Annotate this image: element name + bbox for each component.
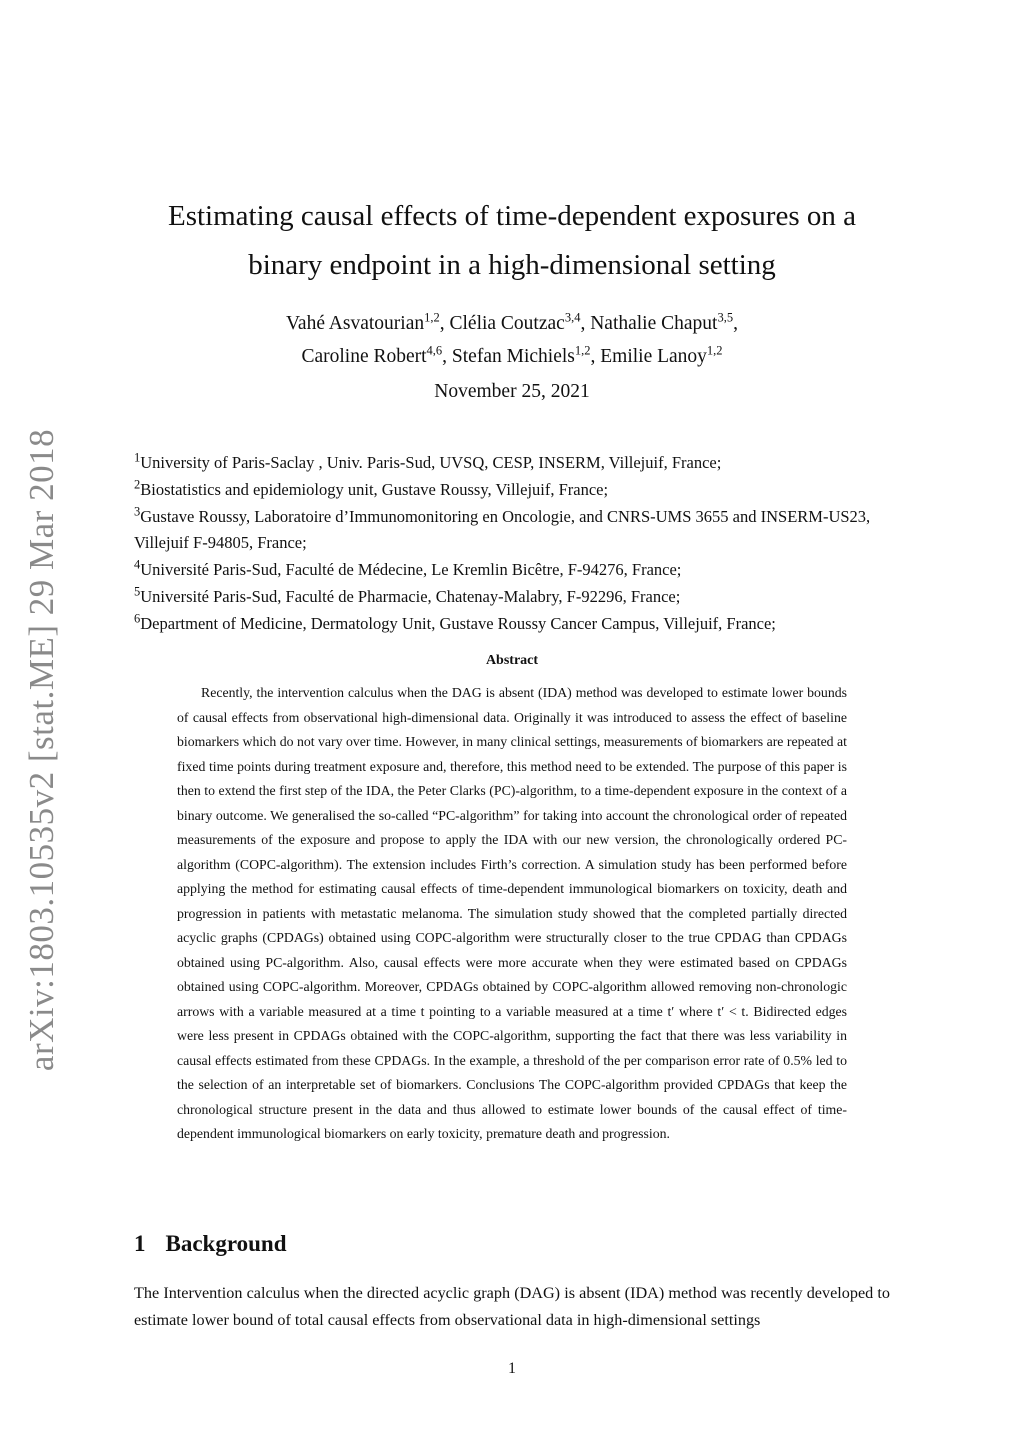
affiliation <box>134 584 894 611</box>
author-affil-marker: 4,6 <box>426 343 443 358</box>
author: Clélia Coutzac$^{3,4}$, <box>449 310 591 334</box>
affiliation <box>134 450 894 477</box>
author-list <box>130 307 894 373</box>
author <box>600 343 723 367</box>
author-name: Vahé Asvatourian <box>286 313 425 334</box>
author: Stefan Michiels$^{1,2}$, <box>451 343 601 367</box>
author-name: Caroline Robert <box>301 346 427 367</box>
affiliation-text: Université Paris-Sud, Faculté de Pharmacie, Chatenay-Malabry, F-92296, France; <box>140 586 681 606</box>
affiliation-number: 5 <box>134 584 141 599</box>
author: Vahé Asvatourian$^{1,2}$, <box>286 310 450 334</box>
affiliation <box>134 557 894 584</box>
section-heading <box>134 1231 287 1257</box>
section-body-text: The Intervention calculus when the directed acyclic graph (DAG) is absent (IDA) method was recently developed to estimate lower bound of total causal effects from observational data in high-dimensional settings <box>134 1284 890 1329</box>
paper-title: Estimating causal effects of time-dependent exposures on a binary endpoint in a high-dimensional setting <box>168 200 856 281</box>
affiliation-text: Université Paris-Sud, Faculté de Médecine, Le Kremlin Bicêtre, F-94276, France; <box>140 560 682 580</box>
author-name: Emilie Lanoy <box>600 346 707 367</box>
author-affil-marker: 1,2 <box>574 343 591 358</box>
page-number: 1 <box>508 1360 516 1377</box>
author-affil-marker: 3,4 <box>564 310 581 325</box>
author-affil-marker: 3,5 <box>717 310 734 325</box>
affiliation-text: Biostatistics and epidemiology unit, Gustave Roussy, Villejuif, France; <box>140 479 609 499</box>
author: Caroline Robert$^{4,6}$, <box>301 343 452 367</box>
affiliation-list <box>134 450 894 638</box>
author-name: Nathalie Chaput <box>590 313 718 334</box>
section-title: Background <box>165 1231 287 1256</box>
affiliation-text: Department of Medicine, Dermatology Unit, Gustave Roussy Cancer Campus, Villejuif, France; <box>140 613 776 633</box>
affiliation <box>134 504 894 558</box>
affiliation-text: University of Paris-Saclay , Univ. Paris-Sud, UVSQ, CESP, INSERM, Villejuif, France; <box>140 453 722 472</box>
author: Nathalie Chaput$^{3,5}$, <box>590 310 738 334</box>
affiliation-number: 6 <box>134 611 141 626</box>
section-number: 1 <box>134 1231 146 1256</box>
abstract-text: Recently, the intervention calculus when the DAG is absent (IDA) method was developed to estimate lower bounds of causal effects from observational high-dimensional data. Originally it was introduced to assess the effect of baseline biomarkers which do not vary over time. However, in many clinical settings, measurements of biomarkers are repeated at fixed time points during treatment exposure and, therefore, this method need to be extended. The purpose of this paper is then to extend the first step of the IDA, the Peter Clarks (PC)-algorithm, to a time-dependent exposure in the context of a binary outcome. We generalised the so-called “PC-algorithm” for taking into account the chronological order of repeated measurements of the exposure and propose to apply the IDA with our new version, the chronologically ordered PC-algorithm (COPC-algorithm). The extension includes Firth’s correction. A simulation study has been performed before applying the method for estimating causal effects of time-dependent immunological biomarkers on toxicity, death and progression in patients with metastatic melanoma. The simulation study showed that the completed partially directed acyclic graphs (CPDAGs) obtained using COPC-algorithm were structurally closer to the true CPDAG than CPDAGs obtained using PC-algorithm. Also, causal effects were more accurate when they were estimated based on CPDAGs obtained using COPC-algorithm. Moreover, CPDAGs obtained by COPC-algorithm allowed removing non-chronologic arrows with a variable measured at a time t pointing to a variable measured at a time t′ where t′ < t. Bidirected edges were less present in CPDAGs obtained with the COPC-algorithm, supporting the fact that there was less variability in causal effects estimated from these CPDAGs. In the example, a threshold of the per comparison error rate of 0.5% led to the selection of an interpretable set of biomarkers. Conclusions The COPC-algorithm provided CPDAGs that keep the chronological structure present in the data and thus allowed to estimate lower bounds of the causal effect of time-dependent immunological biomarkers on early toxicity, premature death and progression. <box>177 685 847 1141</box>
affiliation-number: 2 <box>134 477 141 492</box>
affiliation-number: 3 <box>134 504 141 519</box>
affiliation-number: 1 <box>134 450 141 465</box>
abstract-heading: Abstract <box>485 653 539 668</box>
arxiv-stamp: arXiv:1803.10535v2 [stat.ME] 29 Mar 2018 <box>22 428 61 1072</box>
author-affil-marker: 1,2 <box>706 343 723 358</box>
author-name: Clélia Coutzac <box>449 313 565 334</box>
author-name: Stefan Michiels <box>451 346 575 367</box>
affiliation <box>134 611 894 638</box>
affiliation-number: 4 <box>134 557 141 572</box>
affiliation <box>134 477 894 504</box>
author-affil-marker: 1,2 <box>424 310 440 325</box>
publication-date: November 25, 2021 <box>434 381 590 402</box>
affiliation-text: Gustave Roussy, Laboratoire d’Immunomonitoring en Oncologie, and CNRS-UMS 3655 and INSERM-US23, Villejuif F-94805, France; <box>134 506 871 553</box>
